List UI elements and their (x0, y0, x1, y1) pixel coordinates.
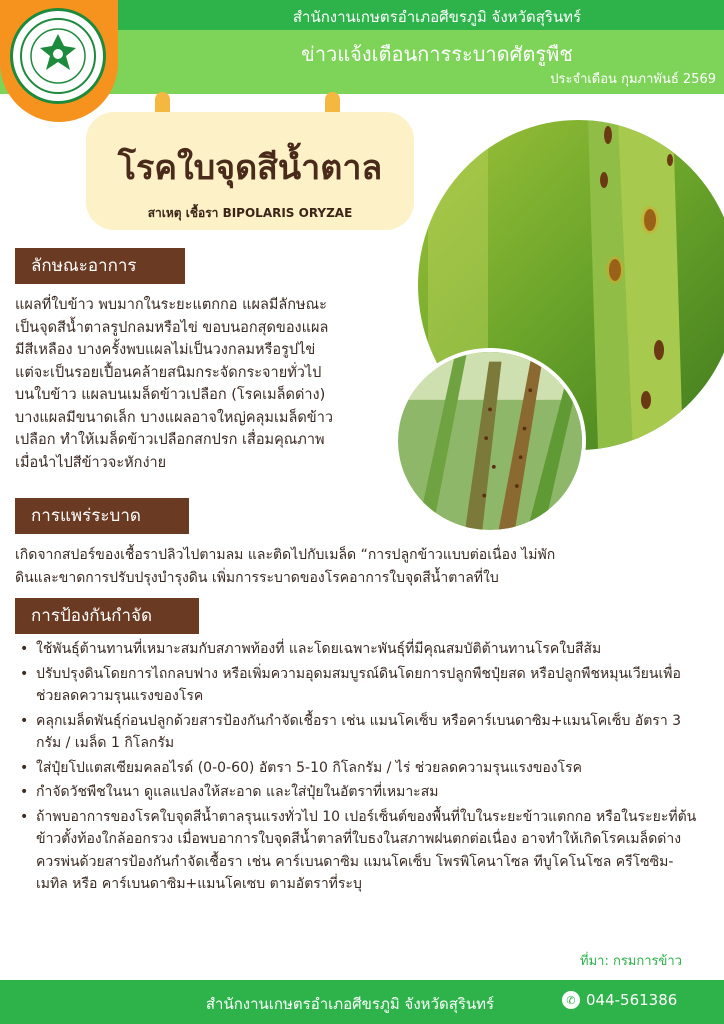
phone-icon: ✆ (562, 991, 580, 1009)
text-line: เมื่อนำไปสีข้าวจะหักง่าย (15, 454, 167, 471)
source-credit: ที่มา: กรมการข้าว (580, 954, 683, 969)
list-item: • คลุกเมล็ดพันธุ์ก่อนปลูกด้วยสารป้องกันกำจัดเชื้อรา เช่น แมนโคเซ็บ หรือคาร์เบนดาซิม+แมนโคเซ็บ อัตรา 3 กรัม / เมล็ด 1 กิโลกรัม (20, 710, 700, 755)
text-line: มีสีเหลือง บางครั้งพบแผลไม่เป็นวงกลมหรือรูปไข่ (15, 342, 316, 358)
list-item: • ปรับปรุงดินโดยการไถกลบฟาง หรือเพิ่มความอุดมสมบูรณ์ดินโดยการปลูกพืชปุ๋ยสด หรือปลูกพืชหมุนเวียนเพื่อช่วยลดความรุนแรงของโรค (20, 663, 700, 708)
section-heading-spread: การแพร่ระบาด (15, 498, 189, 534)
office-name: สำนักงานเกษตรอำเภอศีขรภูมิ จังหวัดสุรินทร์ (292, 8, 582, 26)
text-line: ดินและขาดการปรับปรุงบำรุงดิน เพิ่มการระบาดของโรคอาการใบจุดสีน้ำตาลที่ใบ (15, 569, 499, 586)
phone-contact[interactable] (562, 991, 677, 1009)
section-heading-symptoms: ลักษณะอาการ (15, 248, 185, 284)
text-line: บางแผลมีขนาดเล็ก บางแผลอาจใหญ่คลุมเมล็ดข้าว (15, 409, 333, 426)
text-line: บนใบข้าว แผลบนเมล็ดข้าวเปลือก (โรคเมล็ดด่าง) (15, 387, 326, 403)
list-item: • ใส่ปุ๋ยโปแตสเซียมคลอไรด์ (0-0-60) อัตรา 5-10 กิโลกรัม / ไร่ ช่วยลดความรุนแรงของโรค (20, 757, 700, 780)
rice-field-photo (394, 348, 586, 534)
text-line: แต่จะเป็นรอยเปื้อนคล้ายสนิมกระจัดกระจายทั่วไป (15, 364, 322, 381)
section-heading-prevention: การป้องกันกำจัด (15, 598, 199, 634)
issue-date: ประจำเดือน กุมภาพันธ์ 2569 (550, 72, 716, 87)
text-line: แผลที่ใบข้าว พบมากในระยะแตกกอ แผลมีลักษณะ (15, 297, 327, 313)
list-item: • ใช้พันธุ์ต้านทานที่เหมาะสมกับสภาพท้องที่ และโดยเฉพาะพันธุ์ที่มีคุณสมบัติต้านทานโรคใบสีส้ม (20, 638, 700, 661)
text-line: เกิดจากสปอร์ของเชื้อราปลิวไปตามลม และติดไปกับเมล็ด “การปลูกข้าวแบบต่อเนื่อง ไม่พัก (15, 547, 556, 563)
text-line: เป็นจุดสีน้ำตาลรูปกลมหรือไข่ ขอบนอกสุดของแผล (15, 319, 329, 336)
list-item: • กำจัดวัชพืชในนา ดูแลแปลงให้สะอาด และใส่ปุ๋ยในอัตราที่เหมาะสม (20, 781, 700, 804)
department-seal-icon (10, 8, 106, 104)
footer-office-name: สำนักงานเกษตรอำเภอศีขรภูมิ จังหวัดสุรินทร์ (205, 995, 495, 1013)
phone-number: 044-561386 (586, 991, 678, 1009)
bulletin-headline: ข่าวแจ้งเตือนการระบาดศัตรูพืช (301, 42, 573, 66)
symptoms-text (15, 294, 405, 474)
logo-badge (0, 0, 118, 122)
text-line: เปลือก ทำให้เมล็ดข้าวเปลือกสกปรก เสื่อมคุณภาพ (15, 432, 325, 448)
list-item: • ถ้าพบอาการของโรคใบจุดสีน้ำตาลรุนแรงทั่วไป 10 เปอร์เซ็นต์ของพื้นที่ใบในระยะข้าวแตกกอ หรือในระยะที่ต้นข้าวตั้งท้องใกล้ออกรวง เมื่อพบอาการใบจุดสีน้ำตาลที่ใบธงในสภาพฝนตกต่อเนื่อง อาจทำให้เกิดโรคเมล็ดด่าง ควรพ่นด้วยสารป้องกันกำจัดเชื้อรา เช่น คาร์เบนดาซิม แมนโคเซ็บ โพรพิโคนาโซล ทีบูโคโนโซล ครีโซซิม-เมทิล หรือ คาร์เบนดาซิม+แมนโคเซบ ตามอัตราที่ระบุ (20, 806, 700, 896)
footer-bar (0, 980, 724, 1024)
disease-cause: สาเหตุ เชื้อรา BIPOLARIS ORYZAE (147, 206, 353, 220)
disease-title: โรคใบจุดสีน้ำตาล (117, 148, 383, 188)
prevention-list (20, 638, 700, 898)
spread-text (15, 544, 715, 589)
title-card (86, 112, 414, 230)
